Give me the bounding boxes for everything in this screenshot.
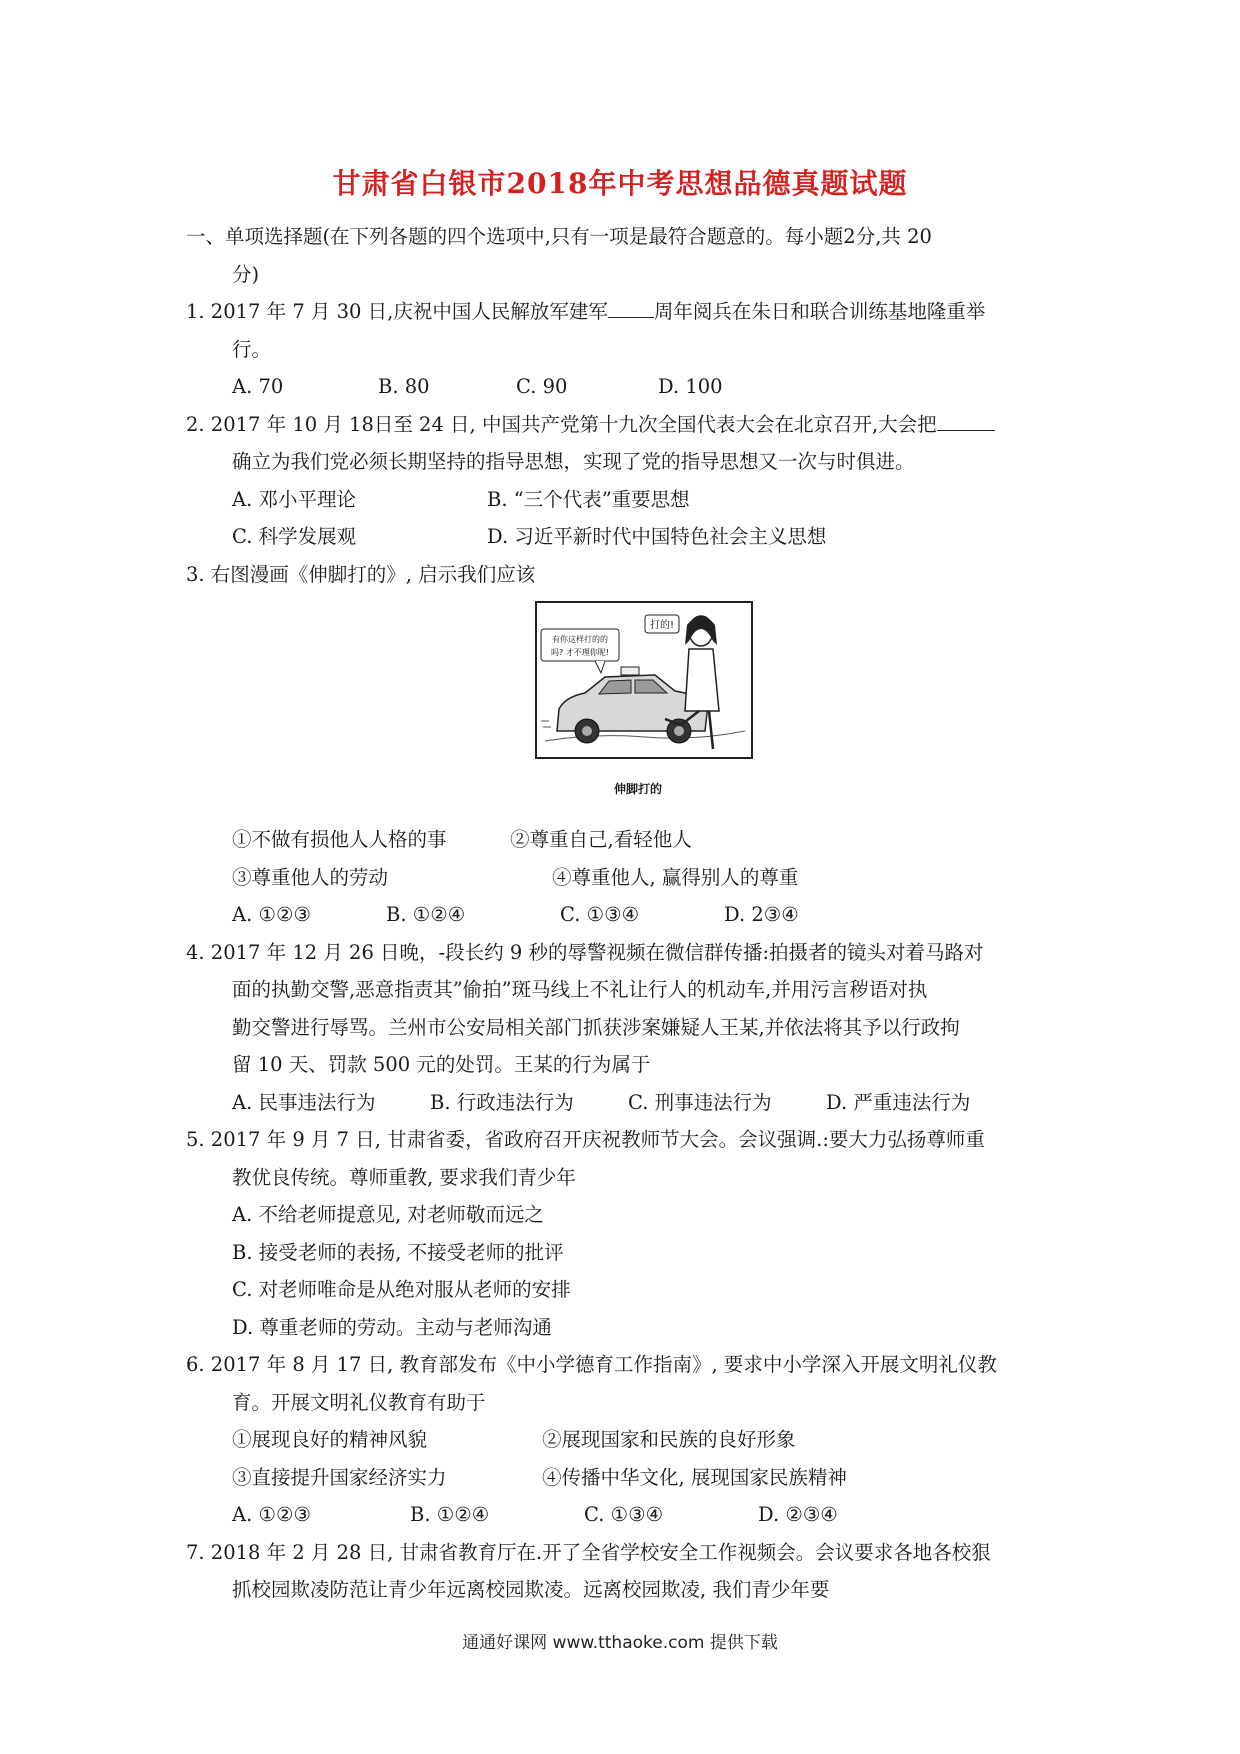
page-footer: 通通好课网 www.tthaoke.com 提供下载 [462,1633,778,1653]
option-d: D. 严重违法行为 [826,1090,971,1114]
option-a: A. 民事违法行为 [232,1090,376,1114]
statement-3: ③直接提升国家经济实力 [232,1465,447,1489]
question-6-line-2: 育。开展文明礼仪教育有助于 [232,1390,486,1414]
question-2-text: 2. 2017 年 10 月 18日至 24 日, 中国共产党第十九次全国代表大会在北京召开,大会把 [186,412,937,436]
question-6-statements-row1 [186,1421,1066,1459]
svg-text:有你这样打的的: 有你这样打的的 [552,635,608,644]
question-1-cont: 行。 [232,337,272,361]
option-d: D. 习近平新时代中国特色社会主义思想 [487,525,827,548]
option-b: B. 行政违法行为 [430,1090,574,1114]
option-c: C. 刑事违法行为 [628,1090,772,1114]
question-4-line-2: 面的执勤交警,恶意指责其”偷拍”斑马线上不礼让行人的机动车,并用污言秽语对执 [232,978,928,1001]
option-d: D. 100 [658,375,723,398]
answer-blank [608,295,654,318]
question-3-statements-row1 [186,821,1066,859]
option-b: B. “三个代表”重要思想 [487,487,690,511]
question-1 [186,293,1066,331]
option-b: B. ①②④ [386,903,466,926]
option-c: C. 90 [516,375,568,398]
option-b: B. ①②④ [410,1503,490,1526]
question-2-options-row1 [186,481,1066,519]
statement-1: ①展现良好的精神风貌 [232,1428,428,1451]
option-c: C. ①③④ [584,1503,664,1526]
question-1-options [186,368,1066,406]
svg-text:吗? 才不理你呢!: 吗? 才不理你呢! [551,648,609,657]
statement-4: ④尊重他人, 赢得别人的尊重 [552,865,799,889]
exam-content [186,218,1066,1609]
statement-1: ①不做有损他人人格的事 [232,828,447,851]
question-1-text-2: 周年阅兵在朱日和联合训练基地隆重举 [653,300,986,323]
question-1-text: 1. 2017 年 7 月 30 日,庆祝中国人民解放军建军 [186,300,608,323]
option-b: B. 80 [378,375,430,398]
option-a: A. ①②③ [232,1503,311,1526]
option-c: C. ①③④ [560,903,640,926]
answer-blank [937,408,995,431]
question-3-options [186,896,1066,934]
cartoon-image [535,601,753,759]
section-heading-cont: 分) [232,262,260,286]
option-a: A. 邓小平理论 [232,487,356,511]
question-5-line-2: 教优良传统。尊师重教, 要求我们青少年 [232,1165,576,1189]
option-c: C. 对老师唯命是从绝对服从老师的安排 [232,1278,571,1301]
question-4-options [186,1084,1066,1122]
option-c: C. 科学发展观 [232,525,357,548]
question-3-stem: 3. 右图漫画《伸脚打的》, 启示我们应该 [186,562,536,586]
option-d: D. 尊重老师的劳动。主动与老师沟通 [232,1315,552,1339]
bubble-woman-text: 打的! [649,620,675,631]
option-a: A. 70 [232,375,284,398]
question-4-line-4: 留 10 天、罚款 500 元的处罚。王某的行为属于 [232,1053,651,1076]
question-6-line-1: 6. 2017 年 8 月 17 日, 教育部发布《中小学德育工作指南》, 要求中小学深入开展文明礼仪教 [186,1353,997,1376]
question-2-cont: 确立为我们党必须长期坚持的指导思想，实现了党的指导思想又一次与时俱进。 [232,450,915,473]
question-7-line-1: 7. 2018 年 2 月 28 日, 甘肃省教育厅在.开了全省学校安全工作视频会。会议要求各地各校狠 [186,1540,991,1564]
statement-4: ④传播中华文化, 展现国家民族精神 [542,1465,847,1489]
question-7-line-2: 抓校园欺凌防范让青少年远离校园欺凌。远离校园欺凌, 我们青少年要 [232,1578,830,1601]
option-b: B. 接受老师的表扬, 不接受老师的批评 [232,1240,564,1264]
question-6-statements-row2 [186,1459,1066,1497]
option-d: D. 2③④ [724,903,799,926]
question-4-line-3: 勤交警进行辱骂。兰州市公安局相关部门抓获涉案嫌疑人王某,并依法将其予以行政拘 [232,1015,960,1039]
question-2 [186,406,1066,444]
statement-2: ②展现国家和民族的良好形象 [542,1428,796,1451]
statement-2: ②尊重自己,看轻他人 [510,828,692,851]
question-5-line-1: 5. 2017 年 9 月 7 日, 甘肃省委，省政府召开庆祝教师节大会。会议强调.:要大力弘扬尊师重 [186,1128,985,1151]
option-a: A. 不给老师提意见, 对老师敬而远之 [232,1203,544,1226]
question-4-line-1: 4. 2017 年 12 月 26 日晚，-段长约 9 秒的辱警视频在微信群传播:拍摄者的镜头对着马路对 [186,940,984,964]
option-d: D. ②③④ [758,1503,838,1526]
question-2-options-row2 [186,518,1066,556]
question-3-statements-row2 [186,859,1066,897]
cartoon-figure [186,593,1066,821]
document-title: 甘肃省白银市2018年中考思想品德真题试题 [332,167,908,200]
statement-3: ③尊重他人的劳动 [232,865,389,889]
question-6-options [186,1496,1066,1534]
section-heading: 一、单项选择题(在下列各题的四个选项中,只有一项是最符合题意的。每小题2分,共 20 [186,225,932,248]
cartoon-caption: 伸脚打的 [614,782,663,796]
option-a: A. ①②③ [232,903,311,926]
